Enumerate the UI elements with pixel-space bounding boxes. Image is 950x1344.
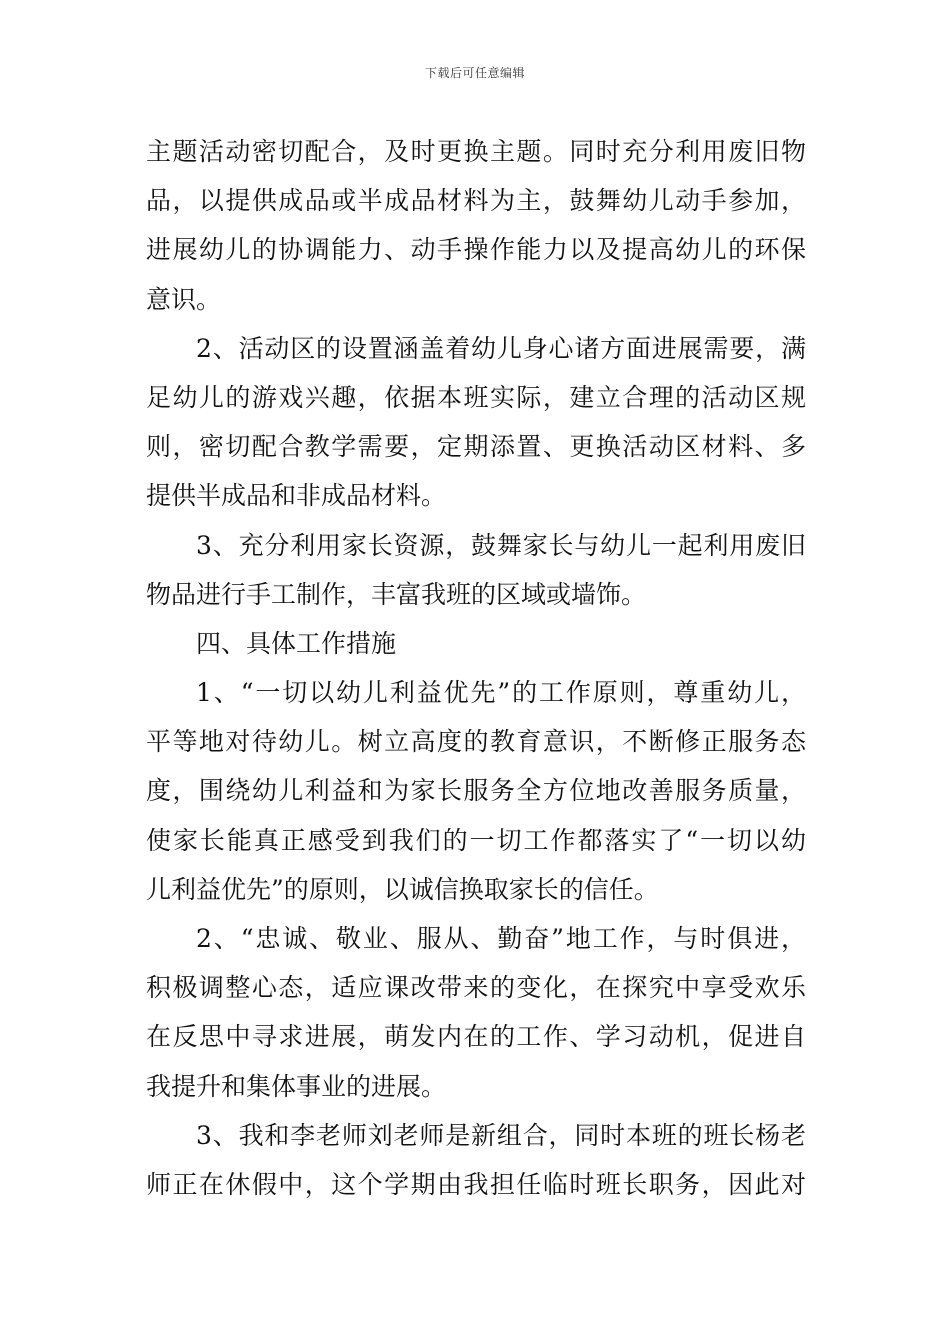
text-line: 品，以提供成品或半成品材料为主，鼓舞幼儿动手参加，: [146, 186, 806, 216]
text-line: 我提升和集体事业的进展。: [146, 1071, 447, 1101]
text-line: 2、“忠诚、敬业、服从、勤奋”地工作，与时俱进，: [196, 924, 806, 953]
text-line: 3、充分利用家长资源，鼓舞家长与幼儿一起利用废旧: [196, 530, 806, 560]
text-line: 度，围绕幼儿利益和为家长服务全方位地改善服务质量，: [146, 776, 806, 806]
document-body: [146, 127, 806, 1209]
text-line: 2、活动区的设置涵盖着幼儿身心诸方面进展需要，满: [196, 333, 806, 363]
text-line: 在反思中寻求进展，萌发内在的工作、学习动机，促进自: [146, 1022, 806, 1052]
text-line: 足幼儿的游戏兴趣，依据本班实际，建立合理的活动区规: [146, 382, 806, 412]
text-line: 进展幼儿的协调能力、动手操作能力以及提高幼儿的环保: [146, 235, 806, 265]
text-line: 师正在休假中，这个学期由我担任临时班长职务，因此对: [146, 1169, 806, 1199]
text-line: 平等地对待幼儿。树立高度的教育意识，不断修正服务态: [146, 727, 806, 757]
text-line: 则，密切配合教学需要，定期添置、更换活动区材料、多: [146, 432, 806, 462]
text-line: 3、我和李老师刘老师是新组合，同时本班的班长杨老: [196, 1120, 806, 1150]
text-line: 使家长能真正感受到我们的一切工作都落实了“一切以幼: [146, 825, 806, 855]
text-line: 四、具体工作措施: [196, 628, 397, 658]
text-line: 积极调整心态，适应课改带来的变化，在探究中享受欢乐: [146, 973, 806, 1003]
text-line: 主题活动密切配合，及时更换主题。同时充分利用废旧物: [146, 137, 806, 166]
text-line: 儿利益优先”的原则，以诚信换取家长的信任。: [146, 874, 659, 904]
text-line: 1、“一切以幼儿利益优先”的工作原则，尊重幼儿，: [196, 678, 806, 708]
text-line: 意识。: [146, 284, 222, 314]
page-header: 下载后可任意编辑: [424, 66, 525, 80]
text-line: 提供半成品和非成品材料。: [146, 481, 447, 511]
text-line: 物品进行手工制作，丰富我班的区域或墙饰。: [146, 579, 647, 609]
